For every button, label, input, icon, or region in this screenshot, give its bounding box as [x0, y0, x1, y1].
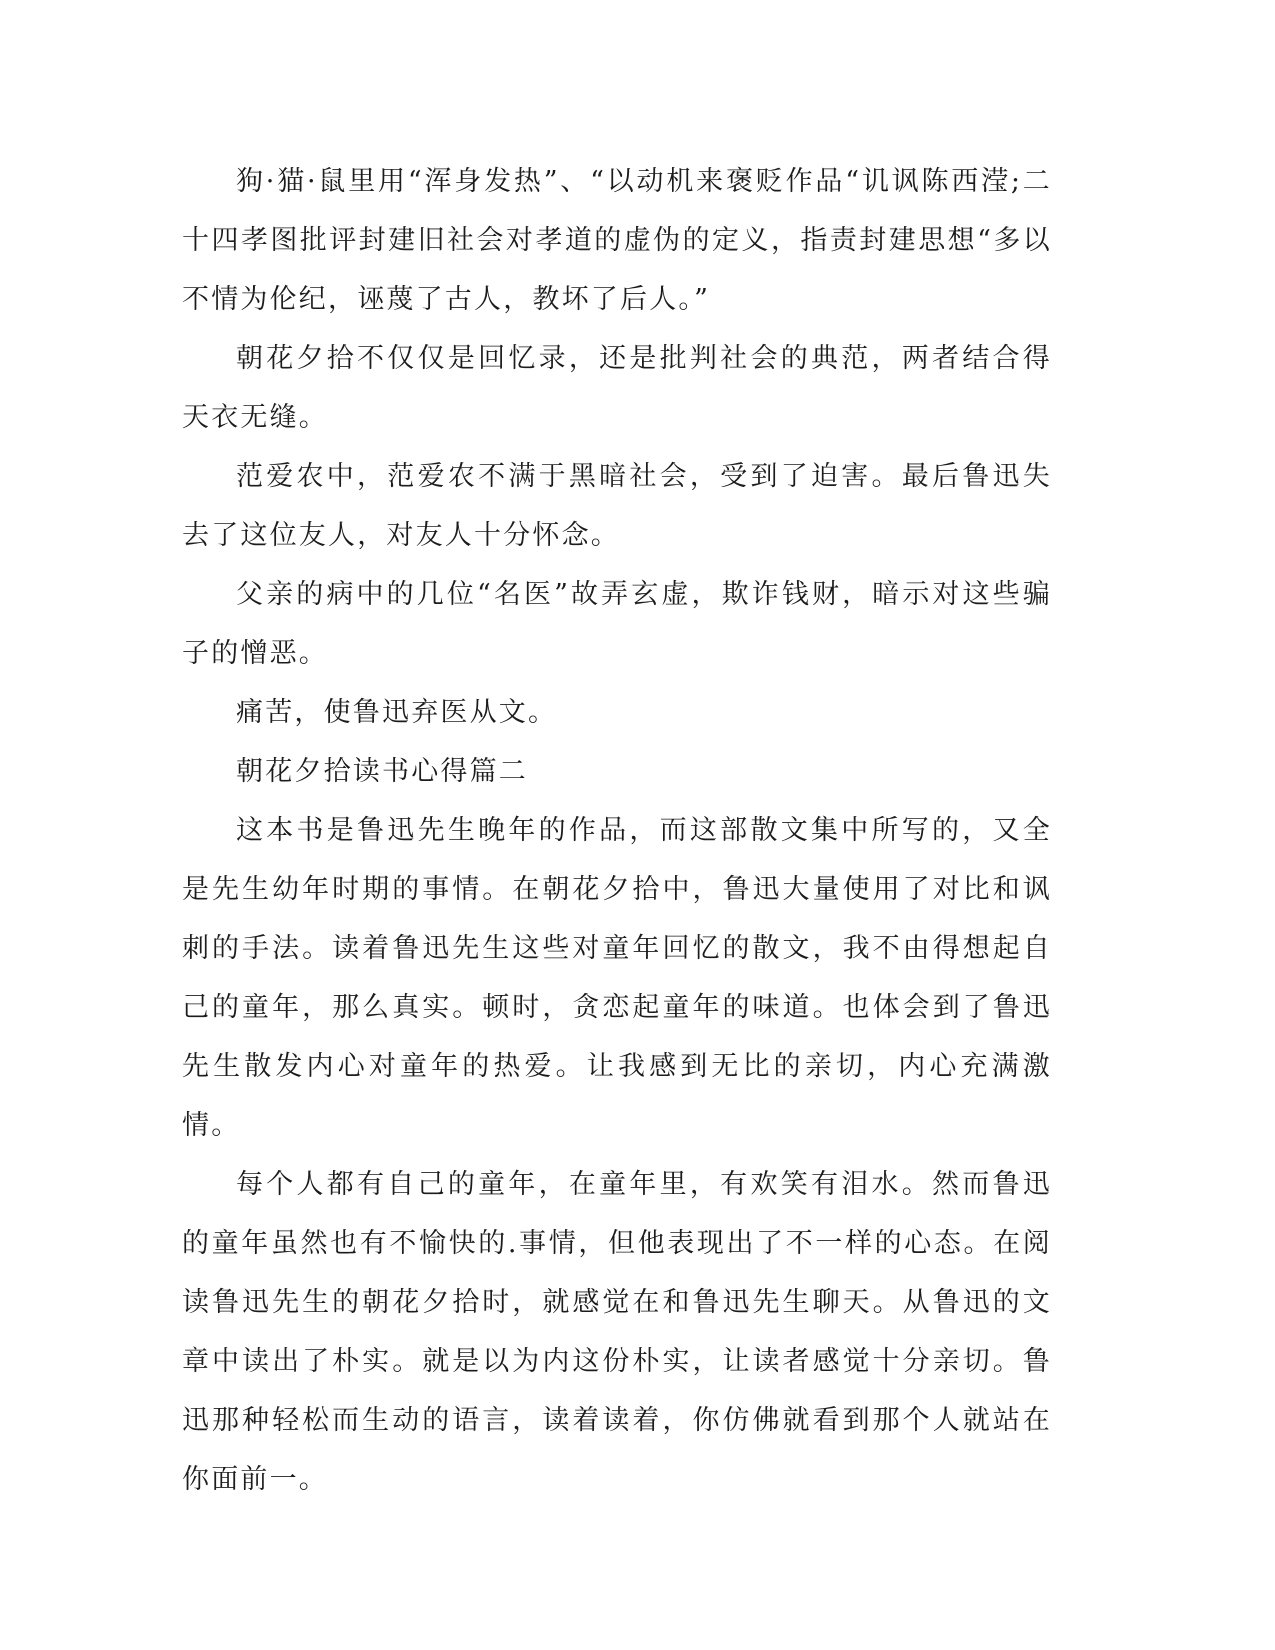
paragraph-3: 范爱农中，范爱农不满于黑暗社会，受到了迫害。最后鲁迅失去了这位友人，对友人十分怀念。 — [182, 461, 1052, 551]
paragraph-7: 每个人都有自己的童年，在童年里，有欢笑有泪水。然而鲁迅的童年虽然也有不愉快的.事情，但他表现出了不一样的心态。在阅读鲁迅先生的朝花夕拾时，就感觉在和鲁迅先生聊天。从鲁迅的文章中读出了朴实。就是以为内这份朴实，让读者感觉十分亲切。鲁迅那种轻松而生动的语言，读着读着，你仿佛就看到那个人就站在你面前一。 — [182, 1169, 1052, 1495]
paragraph-4: 父亲的病中的几位“名医”故弄玄虚，欺诈钱财，暗示对这些骗子的憎恶。 — [182, 579, 1052, 669]
document-body — [182, 152, 1052, 1509]
paragraph-5: 痛苦，使鲁迅弃医从文。 — [236, 697, 558, 728]
paragraph-2: 朝花夕拾不仅仅是回忆录，还是批判社会的典范，两者结合得天衣无缝。 — [182, 343, 1052, 433]
paragraph-6: 这本书是鲁迅先生晚年的作品，而这部散文集中所写的，又全是先生幼年时期的事情。在朝花夕拾中，鲁迅大量使用了对比和讽刺的手法。读着鲁迅先生这些对童年回忆的散文，我不由得想起自己的童年，那么真实。顿时，贪恋起童年的味道。也体会到了鲁迅先生散发内心对童年的热爱。让我感到无比的亲切，内心充满激情。 — [182, 815, 1052, 1141]
section-heading: 朝花夕拾读书心得篇二 — [236, 756, 528, 787]
paragraph-1: 狗·猫·鼠里用“浑身发热”、“以动机来褒贬作品“讥讽陈西滢;二十四孝图批评封建旧社会对孝道的虚伪的定义，指责封建思想“多以不情为伦纪，诬蔑了古人，教坏了后人。” — [182, 166, 1052, 315]
